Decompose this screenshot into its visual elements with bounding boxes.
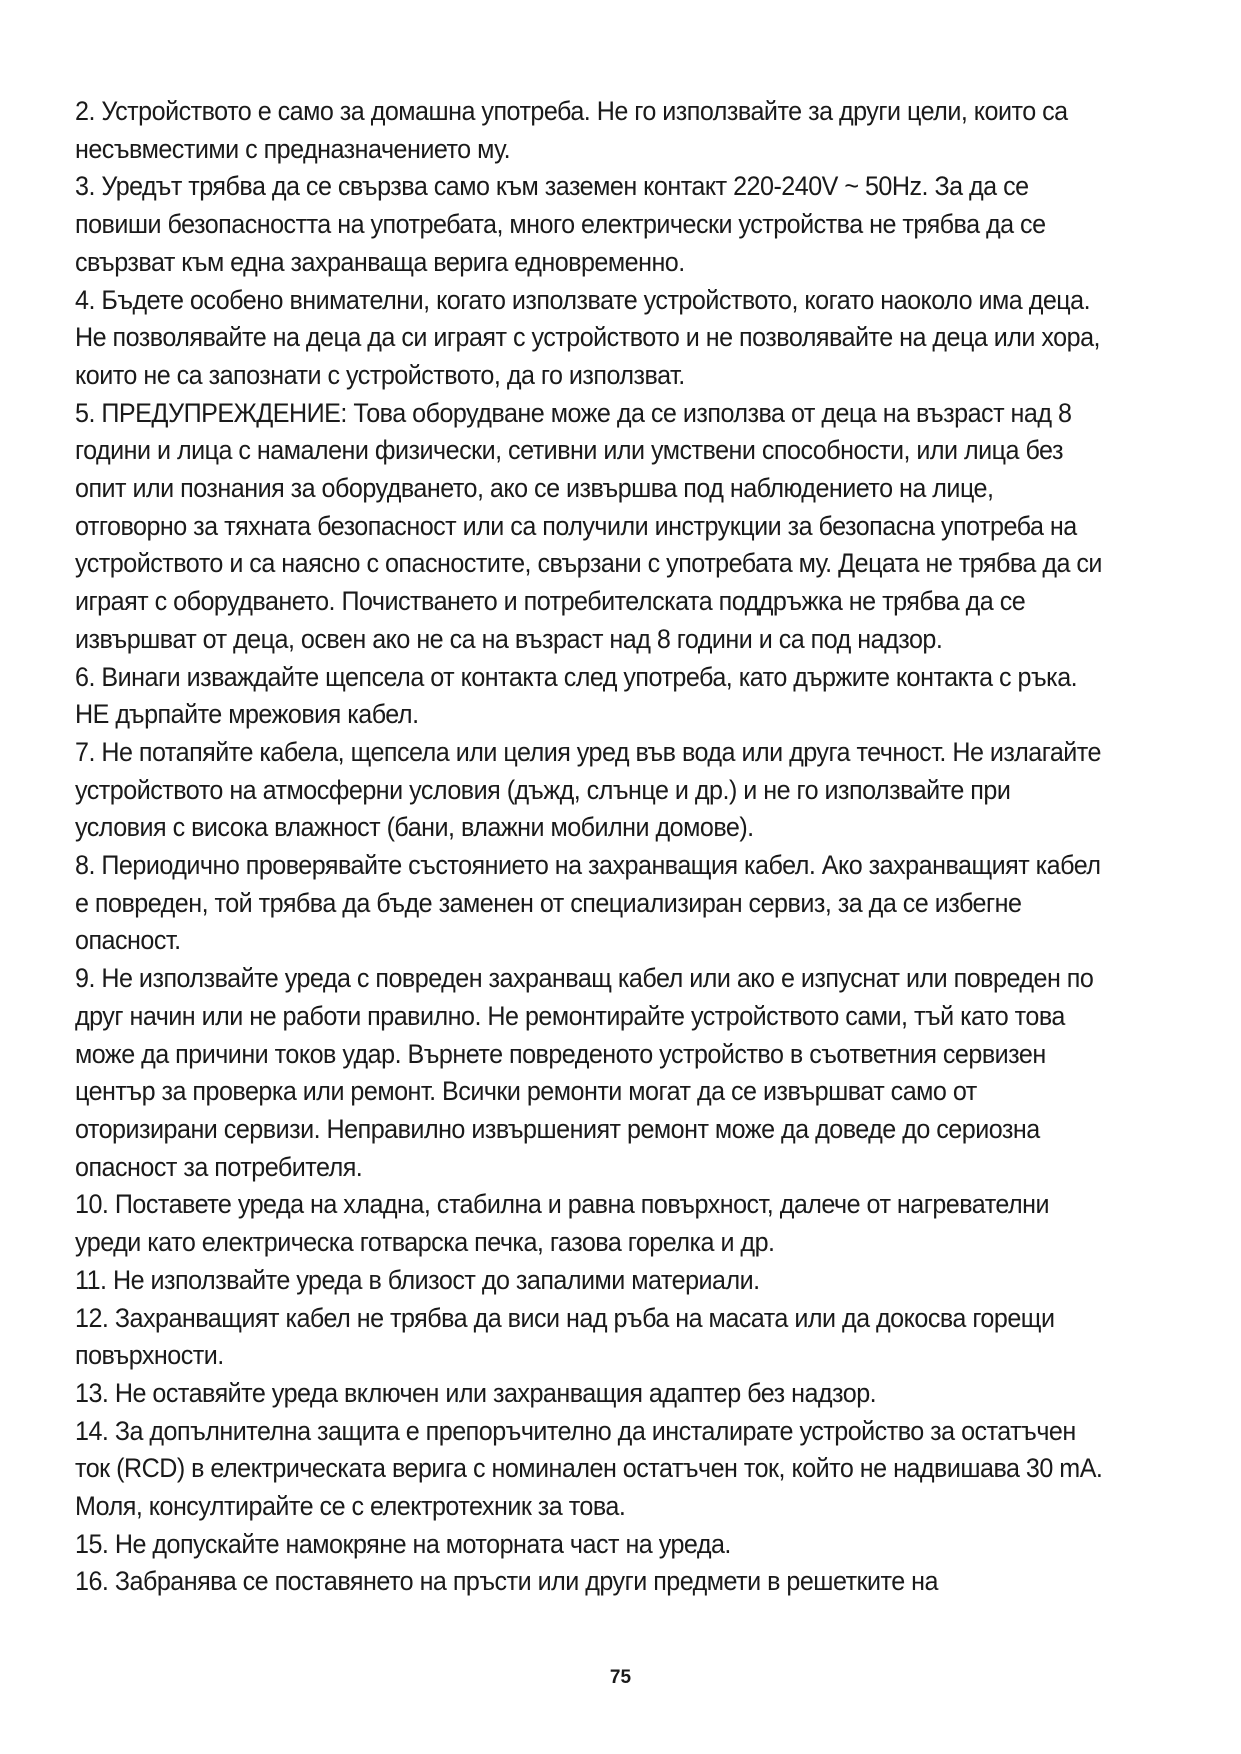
instruction-item-12: 12. Захранващият кабел не трябва да виси над ръба на масата или да докосва горещи повърхности. xyxy=(75,1302,1055,1371)
instruction-item-16: 16. Забранява се поставянето на пръсти или други предмети в решетките на xyxy=(75,1566,938,1597)
instruction-item-2: 2. Устройството е само за домашна употреба. Не го използвайте за други цели, които са несъвместими с предназначението му. xyxy=(75,96,1068,164)
instruction-item-13: 13. Не оставяйте уреда включен или захранващия адаптер без надзор. xyxy=(75,1377,877,1408)
instruction-item-11: 11. Не използвайте уреда в близост до запалими материали. xyxy=(75,1264,760,1295)
instruction-item-4: 4. Бъдете особено внимателни, когато използвате устройството, когато наоколо има деца. Не позволявайте на деца да си играят с устройството и не позволявайте на деца или хора, които не са запознати с устройството, да го използват. xyxy=(75,284,1101,390)
instruction-item-9: 9. Не използвайте уреда с повреден захранващ кабел или ако е изпуснат или повреден по друг начин или не работи правилно. Не ремонтирайте устройството сами, тъй като това може да причини токов удар. Върнете повреденото устройство в съответния сервизен център за проверка или ремонт. Всички ремонти могат да се извършват само от оторизирани сервизи. Неправилно извършеният ремонт може да доведе до сериозна опасност за потребителя. xyxy=(75,963,1094,1182)
page-number: 75 xyxy=(609,1667,632,1688)
instruction-item-7: 7. Не потапяйте кабела, щепсела или целия уред във вода или друга течност. Не излагайте устройството на атмосферни условия (дъжд, слънце и др.) и не го използвайте при условия с висока влажност (бани, влажни мобилни домове). xyxy=(75,736,1101,843)
instruction-item-6: 6. Винаги изваждайте щепсела от контакта след употреба, като държите контакта с ръка. НЕ дърпайте мрежовия кабел. xyxy=(75,661,1078,730)
instruction-item-10: 10. Поставете уреда на хладна, стабилна и равна повърхност, далече от нагревателни уреди като електрическа готварска печка, газова горелка и др. xyxy=(75,1189,1050,1258)
instruction-item-15: 15. Не допускайте намокряне на моторната част на уреда. xyxy=(75,1528,731,1559)
instruction-item-8: 8. Периодично проверявайте състоянието на захранващия кабел. Ако захранващият кабел е повреден, той трябва да бъде заменен от специализиран сервиз, за да се избегне опасност. xyxy=(75,850,1101,956)
safety-instructions-text xyxy=(75,93,1107,1601)
instruction-item-14: 14. За допълнителна защита е препоръчително да инсталирате устройство за остатъчен ток (RCD) в електрическата верига с номинален остатъчен ток, който не надвишава 30 mA. Моля, консултирайте се с електротехник за това. xyxy=(75,1415,1103,1522)
instruction-item-5: 5. ПРЕДУПРЕЖДЕНИЕ: Това оборудване може да се използва от деца на възраст над 8 години и лица с намалени физически, сетивни или умствени способности, или лица без опит или познания за оборудването, ако се извършва под наблюдението на лице, отговорно за тяхната безопасност или са получили инструкции за безопасна употреба на устройството и са наясно с опасностите, свързани с употребата му. Децата не трябва да си играят с оборудването. Почистването и потребителската поддръжка не трябва да се извършват от деца, освен ако не са на възраст над 8 години и са под надзор. xyxy=(75,397,1102,654)
instruction-item-3: 3. Уредът трябва да се свързва само към заземен контакт 220-240V ~ 50Hz. За да се повиши безопасността на употребата, много електрически устройства не трябва да се свързват към една захранваща верига едновременно. xyxy=(75,171,1046,277)
